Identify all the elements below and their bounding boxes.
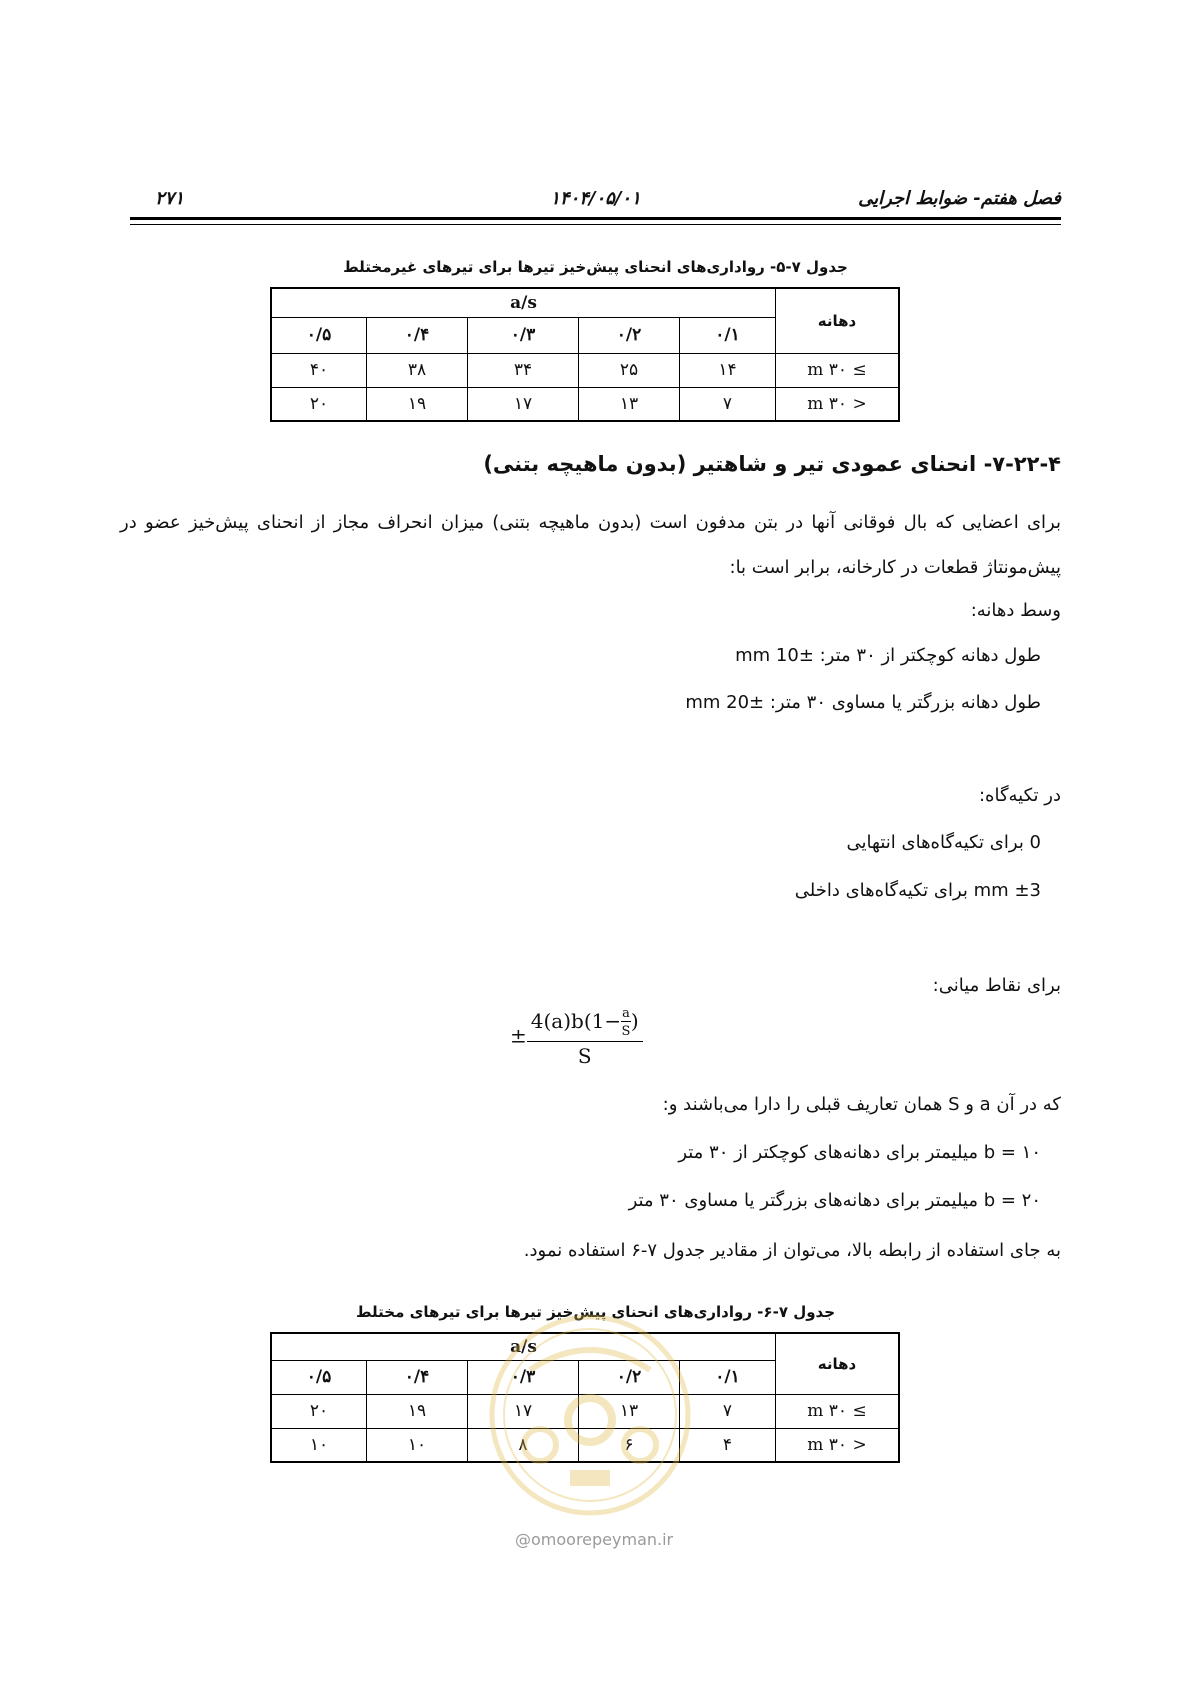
table2-caption: جدول ۷-۶- رواداری‌های انحنای پیش‌خیز تیرها برای تیرهای مختلط	[355, 1303, 836, 1321]
section-heading: ۷-۲۲-۴- انحنای عمودی تیر و شاهتیر (بدون ماهیچه بتنی)	[483, 452, 1061, 476]
table2-value-cell: ۱۷	[468, 1394, 579, 1428]
table2-span-cell: ≥ ۳۰ m	[776, 1394, 900, 1428]
table1-value-cell: ۲۰	[271, 387, 367, 421]
deviation-formula	[510, 1006, 643, 1068]
intro-paragraph: برای اعضایی که بال فوقانی آنها در بتن مدفون است (بدون ماهیچه بتنی) میزان انحراف مجاز از انحنای پیش‌خیز عضو در پیش‌مونتاژ قطعات در کارخانه، برابر است با:	[120, 512, 1061, 578]
table1-value-cell: ۳۸	[367, 353, 468, 387]
table1	[270, 287, 900, 422]
table1-ratio-cell: ۰/۵	[271, 317, 367, 353]
table2-value-cell: ۴	[680, 1428, 776, 1462]
table1-value-cell: ۱۹	[367, 387, 468, 421]
support-item: 0 برای تکیه‌گاه‌های انتهایی	[846, 832, 1041, 853]
formula-sign: ±	[510, 1023, 527, 1048]
table2-value-cell: ۸	[468, 1428, 579, 1462]
midspan-item: طول دهانه کوچکتر از ۳۰ متر: ±10 mm	[735, 645, 1041, 666]
formula-numerator-pre: 4(a)b(1−	[530, 1009, 622, 1033]
formula-inner-num: a	[622, 1006, 630, 1021]
closing-sentence: به جای استفاده از رابطه بالا، می‌توان از مقادیر جدول ۷-۶ استفاده نمود.	[523, 1240, 1061, 1261]
table1-value-cell: ۱۴	[680, 353, 776, 387]
table2-ratio-cell: ۰/۱	[680, 1360, 776, 1394]
table1-ratio-cell: ۰/۳	[468, 317, 579, 353]
watermark-logo-icon	[485, 1310, 695, 1520]
header-rule-thick	[130, 217, 1061, 220]
chapter-title: فصل هفتم- ضوابط اجرایی	[858, 188, 1061, 209]
page-number: ۲۷۱	[155, 188, 185, 209]
table1-value-cell: ۷	[680, 387, 776, 421]
table2-value-cell: ۱۰	[367, 1428, 468, 1462]
table-row	[271, 353, 899, 387]
table2-ratio-cell: ۰/۲	[579, 1360, 680, 1394]
table1-value-cell: ۱۳	[579, 387, 680, 421]
table1-value-cell: ۲۵	[579, 353, 680, 387]
formula-inner-den: S	[621, 1024, 631, 1039]
table1-ratio-cell: ۰/۲	[579, 317, 680, 353]
support-label: در تکیه‌گاه:	[978, 785, 1061, 806]
table1-span-cell: < ۳۰ m	[776, 387, 900, 421]
table2-span-header: دهانه	[776, 1333, 900, 1394]
table2-ratio-cell: ۰/۳	[468, 1360, 579, 1394]
definition-item: b = ۲۰ میلیمتر برای دهانه‌های بزرگتر یا مساوی ۳۰ متر	[628, 1190, 1041, 1211]
table1-caption: جدول ۷-۵- رواداری‌های انحنای پیش‌خیز تیرها برای تیرهای غیرمختلط	[343, 258, 848, 276]
formula-denominator: S	[577, 1044, 592, 1068]
table1-span-cell: ≥ ۳۰ m	[776, 353, 900, 387]
table2-value-cell: ۲۰	[271, 1394, 367, 1428]
header-rule-thin	[130, 224, 1061, 225]
table2-span-cell: < ۳۰ m	[776, 1428, 900, 1462]
table1-value-cell: ۱۷	[468, 387, 579, 421]
table1-ratio-header: a/s	[271, 288, 776, 317]
table1-value-cell: ۴۰	[271, 353, 367, 387]
table1-value-cell: ۳۴	[468, 353, 579, 387]
table2-ratio-header: a/s	[271, 1333, 776, 1360]
definition-item: b = ۱۰ میلیمتر برای دهانه‌های کوچکتر از ۳۰ متر	[678, 1142, 1041, 1163]
table1-ratio-cell: ۰/۱	[680, 317, 776, 353]
intermediate-label: برای نقاط میانی:	[932, 975, 1061, 996]
watermark-site: @omoorepeyman.ir	[515, 1530, 674, 1549]
table2-value-cell: ۱۳	[579, 1394, 680, 1428]
table2-value-cell: ۱۹	[367, 1394, 468, 1428]
midspan-label: وسط دهانه:	[970, 600, 1061, 621]
table2-value-cell: ۱۰	[271, 1428, 367, 1462]
table1-ratio-cell: ۰/۴	[367, 317, 468, 353]
table2-ratio-cell: ۰/۴	[367, 1360, 468, 1394]
table2-value-cell: ۷	[680, 1394, 776, 1428]
support-item: ±3 mm برای تکیه‌گاه‌های داخلی	[794, 880, 1041, 901]
formula-numerator-post: )	[630, 1009, 639, 1033]
table2-ratio-cell: ۰/۵	[271, 1360, 367, 1394]
table1-span-header: دهانه	[776, 288, 900, 353]
header-date: ۱۴۰۴/۰۵/۰۱	[550, 188, 641, 209]
midspan-item: طول دهانه بزرگتر یا مساوی ۳۰ متر: ±20 mm	[685, 692, 1041, 713]
table-row	[271, 387, 899, 421]
table2-value-cell: ۶	[579, 1428, 680, 1462]
definitions-intro: که در آن a و S همان تعاریف قبلی را دارا می‌باشند و:	[662, 1094, 1061, 1115]
